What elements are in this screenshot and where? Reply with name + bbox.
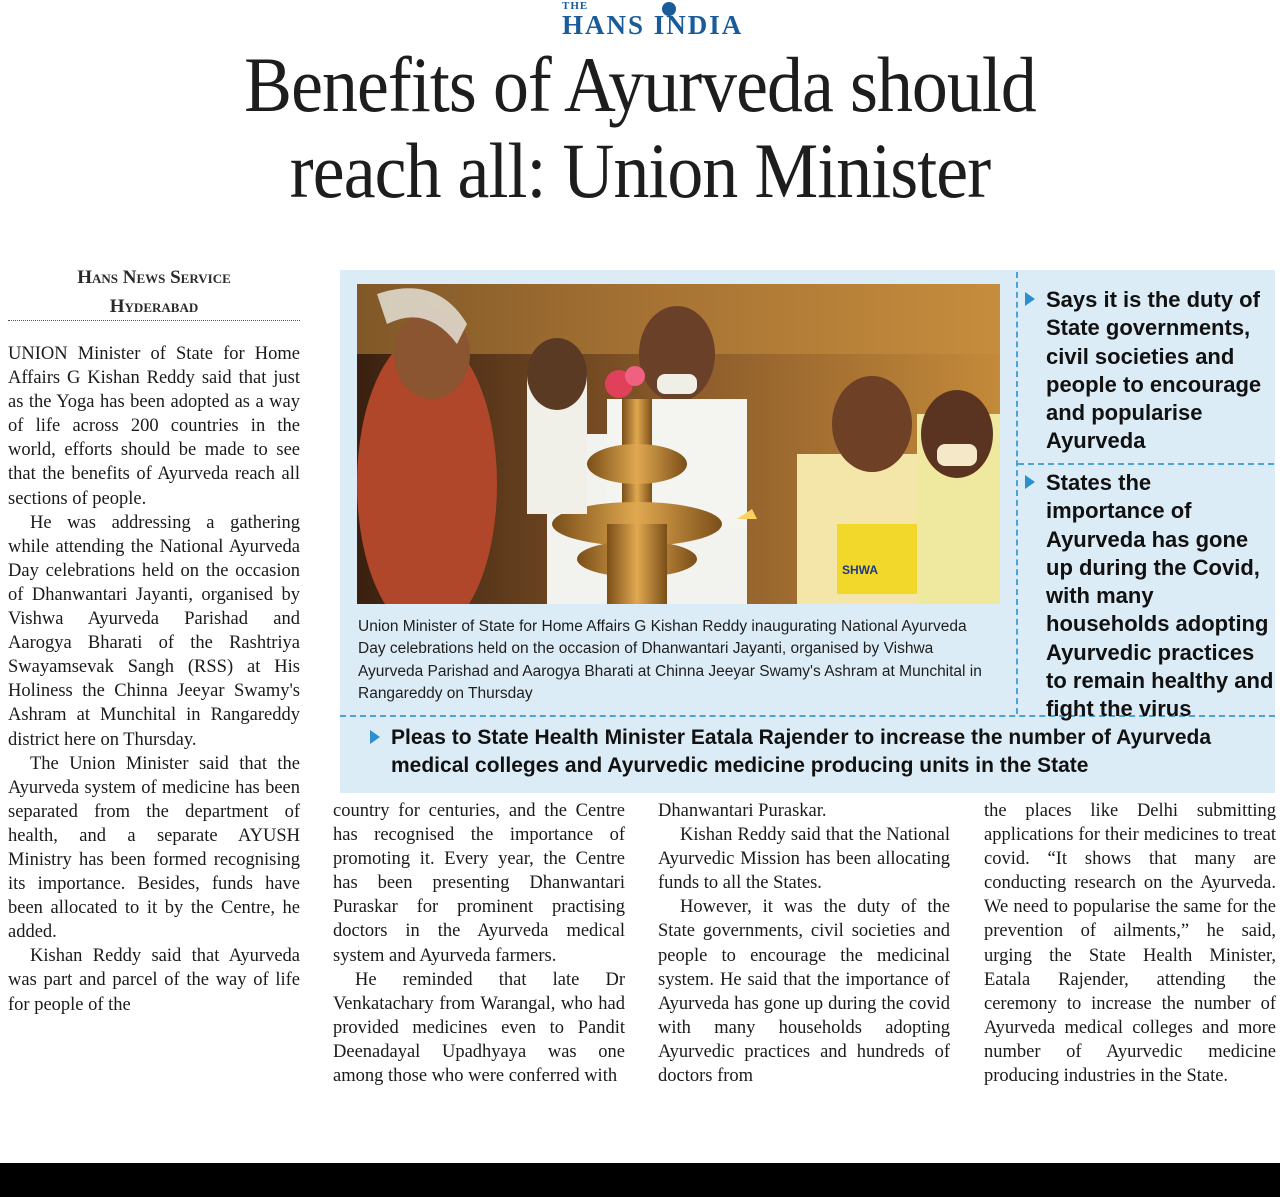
highlight-text: States the importance of Ayurveda has gone up during the Covid, with many households adopting Ayurvedic practices to remain healthy and fight the virus xyxy=(1046,470,1274,722)
highlight-item xyxy=(1046,286,1274,456)
arrow-right-icon xyxy=(1025,292,1035,306)
byline xyxy=(8,264,300,321)
article-paragraph: Dhanwantari Puraskar. xyxy=(658,801,827,821)
article-paragraph: He reminded that late Dr Venkatachary from Warangal, who had provided medicines even to Pandit Deenadayal Upadhyaya was one among those who were conferred with xyxy=(333,969,625,1087)
article-paragraph: The Union Minister said that the Ayurveda system of medicine has been separated from the department of health, and a separate AYUSH Ministry has been formed recognising its importance. Besides, funds have been allocated to it by the Centre, he added. xyxy=(8,753,300,943)
article-paragraph: Kishan Reddy said that Ayurveda was part and parcel of the way of life for people of the xyxy=(8,946,300,1015)
article-paragraph: the places like Delhi submitting applications for their medicines to treat covid. “It shows that many are conducting research on the Ayurveda. We need to popularise the same for the prevention of ailments,” he said, urging the State Health Minister, Eatala Rajender, attending the ceremony to increase the number of Ayurveda medical colleges and more number of Ayurvedic medicine producing industries in the State. xyxy=(984,801,1276,1087)
footer-bar xyxy=(0,1163,1280,1197)
highlight-item xyxy=(1046,469,1274,724)
highlight-text: Says it is the duty of State governments, civil societies and people to encourage and popularise Ayurveda xyxy=(1046,287,1262,454)
headline xyxy=(51,42,1229,214)
photo-caption: Union Minister of State for Home Affairs G Kishan Reddy inaugurating National Ayurveda Day celebrations held on the occasion of Dhanwantari Jayanti, organised by Vishwa Ayurveda Parishad and Aarogya Bharati at Chinna Jeeyar Swamy's Ashram at Munchital in Rangareddy on Thursday xyxy=(358,618,982,703)
article-column-3 xyxy=(658,799,950,1088)
arrow-right-icon xyxy=(1025,475,1035,489)
highlight-text: Pleas to State Health Minister Eatala Rajender to increase the number of Ayurveda medical colleges and Ayurvedic medicine producing units in the State xyxy=(391,726,1212,777)
article-paragraph: UNION Minister of State for Home Affairs G Kishan Reddy said that just as the Yoga has been adopted as a way of life across 200 countries in the world, efforts should be made to see that the benefits of Ayurveda reach all sections of people. xyxy=(8,344,300,509)
lamp-lighting-photo xyxy=(357,284,1000,604)
svg-text:SHWA: SHWA xyxy=(842,563,878,577)
article-paragraph: Kishan Reddy said that the National Ayurvedic Mission has been allocating funds to all the States. xyxy=(658,825,950,894)
article-paragraph: country for centuries, and the Centre has recognised the importance of promoting it. Every year, the Centre has been presenting Dhanwantari Puraskar for prominent practising doctors in the Ayurveda medical system and Ayurveda farmers. xyxy=(333,801,625,966)
event-photo xyxy=(357,284,1000,604)
byline-service: Hans News Service xyxy=(77,267,231,288)
byline-place: Hyderabad xyxy=(109,295,199,317)
panel-divider-vertical xyxy=(1016,272,1018,714)
masthead-the: THE xyxy=(562,0,589,12)
article-column-4 xyxy=(984,799,1276,1088)
headline-line-1: Benefits of Ayurveda should xyxy=(244,41,1036,128)
byline-divider xyxy=(8,320,300,321)
masthead-name: HANS INDIA xyxy=(562,10,744,40)
headline-line-2: reach all: Union Minister xyxy=(289,126,991,214)
masthead xyxy=(0,0,1280,40)
highlight-item xyxy=(391,724,1271,780)
arrow-right-icon xyxy=(370,730,380,744)
article-column-2 xyxy=(333,799,625,1088)
article-column-1 xyxy=(8,342,300,1017)
panel-divider-horizontal xyxy=(1018,463,1274,465)
article-paragraph: However, it was the duty of the State governments, civil societies and people to encourage the medicinal system. He said that the importance of Ayurveda has gone up during the covid with many households adopting Ayurvedic practices and hundreds of doctors from xyxy=(658,897,950,1087)
article-paragraph: He was addressing a gathering while attending the National Ayurveda Day celebrations held on the occasion of Dhanwantari Jayanti, organised by Vishwa Ayurveda Parishad and Aarogya Bharati of the Rashtriya Swayamsevak Sangh (RSS) at His Holiness the Chinna Jeeyar Swamy's Ashram at Munchital in Rangareddy district here on Thursday. xyxy=(8,512,300,750)
